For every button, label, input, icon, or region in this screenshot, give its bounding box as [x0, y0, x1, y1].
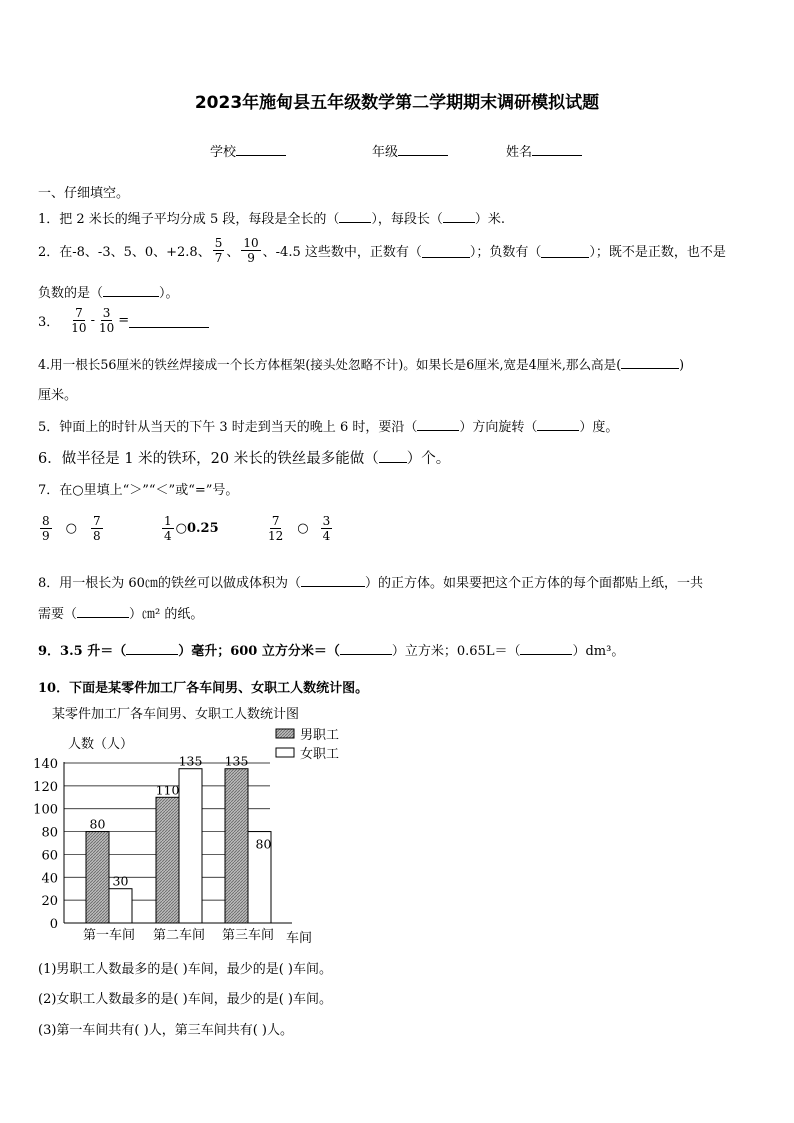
q1-text-a: 1．把 2 米长的绳子平均分成 5 段，每段是全长的（ — [38, 212, 340, 227]
fraction: $\frac{1}{4}$ — [164, 514, 172, 543]
q7-p2-value: 0.25 — [186, 521, 219, 536]
question-8 — [38, 572, 703, 591]
compare-circle[interactable]: ○ — [175, 521, 187, 536]
name-label: 姓名 — [506, 145, 533, 160]
q2-text-b: 、-4.5 这些数中，正数有（ — [262, 245, 422, 260]
q8-text-d: ）㎝² 的纸。 — [129, 607, 204, 622]
question-8-cont — [38, 603, 203, 622]
page-title: 2023年施甸县五年级数学第二学期期末调研模拟试题 — [194, 93, 600, 113]
fraction: $\frac{8}{9}$ — [42, 514, 50, 543]
q7-pair-1 — [38, 514, 105, 543]
school-field — [210, 141, 286, 160]
fraction: $\frac{3}{10}$ — [98, 306, 115, 335]
question-10: 10．下面是某零件加工厂各车间男、女职工人数统计图。 — [38, 681, 369, 696]
bar-value-label: 80 — [89, 816, 106, 832]
section-heading: 一、仔细填空。 — [38, 186, 130, 201]
y-tick-label: 40 — [41, 871, 58, 887]
q3-number: 3． — [38, 315, 60, 330]
q6-text-b: ）个。 — [406, 451, 451, 467]
q9-text-a: 9．3.5 升＝（ — [38, 644, 127, 659]
q6-text-a: 6．做半径是 1 米的铁环，20 米长的铁丝最多能做（ — [38, 451, 379, 467]
y-tick-label: 0 — [49, 917, 58, 932]
q3-equals: = — [118, 313, 130, 328]
y-tick-label: 140 — [33, 757, 58, 772]
x-tick-label: 第一车间 — [82, 928, 136, 943]
q10-sub-1: (1)男职工人数最多的是( )车间，最少的是( )车间。 — [38, 962, 332, 977]
q3-minus: - — [90, 313, 95, 328]
q10-sub-3: (3)第一车间共有( )人，第三车间共有( )人。 — [38, 1023, 293, 1038]
q1-text-b: ），每段长（ — [371, 212, 443, 227]
compare-circle[interactable]: ○ — [297, 521, 309, 536]
question-3 — [38, 306, 209, 335]
question-9 — [38, 640, 624, 659]
q2-text-c: ）；负数有（ — [469, 245, 542, 260]
grade-label: 年级 — [372, 145, 399, 160]
x-tick-label: 第三车间 — [221, 928, 275, 943]
bar-value-label: 110 — [155, 782, 180, 798]
legend-swatch — [276, 729, 294, 738]
q8-text-a: 8．用一根长为 60㎝的铁丝可以做成体积为（ — [38, 576, 301, 591]
y-tick-label: 120 — [33, 779, 58, 795]
fraction: $\frac{3}{4}$ — [322, 514, 331, 543]
legend-label: 男职工 — [300, 728, 340, 743]
q9-text-d: ）dm³。 — [572, 644, 625, 659]
question-4-cont: 厘米。 — [38, 388, 78, 403]
bar-male-1 — [86, 832, 109, 923]
question-7: 7．在○里填上“＞”“＜”或“=”号。 — [38, 483, 239, 498]
bar-female-2 — [179, 769, 202, 923]
q9-text-b: ）毫升；600 立方分米＝（ — [178, 644, 340, 659]
question-1 — [38, 208, 505, 227]
q4-text-a: 4.用一根长56厘米的铁丝焊接成一个长方体框架(接头处忽略不计)。如果长是6厘米,宽是4厘米,那么高是( — [38, 357, 622, 372]
name-field — [506, 141, 582, 160]
legend-swatch — [276, 748, 294, 757]
q7-pair-3 — [264, 514, 334, 543]
fraction: $\frac{7}{10}$ — [71, 306, 87, 335]
bar-male-2 — [156, 797, 179, 923]
school-label: 学校 — [210, 145, 237, 160]
bar-value-label: 30 — [112, 873, 129, 889]
bar-value-label: 80 — [255, 836, 272, 852]
q2-text-a: 2．在-8、-3、5、0、+2.8、 — [38, 245, 211, 260]
compare-circle[interactable]: ○ — [65, 521, 77, 536]
q5-text-a: 5．钟面上的时针从当天的下午 3 时走到当天的晚上 6 时，要沿（ — [38, 420, 418, 435]
question-5 — [38, 416, 618, 435]
question-2-cont — [38, 282, 179, 301]
x-tick-label: 第二车间 — [152, 928, 206, 943]
chart-xlabel: 车间 — [286, 931, 313, 946]
bar-male-3 — [225, 769, 248, 923]
question-6 — [38, 447, 450, 468]
question-4 — [38, 354, 684, 373]
fraction: $\frac{10}{9}$ — [243, 236, 259, 265]
legend-label: 女职工 — [300, 747, 340, 762]
y-tick-label: 100 — [33, 802, 58, 818]
q2-separator: 、 — [226, 245, 240, 260]
bar-value-label: 135 — [224, 753, 249, 769]
bar-female-1 — [109, 889, 132, 923]
bar-value-label: 135 — [178, 753, 203, 769]
q4-text-b: ) — [679, 357, 685, 372]
q10-sub-2: (2)女职工人数最多的是( )车间，最少的是( )车间。 — [38, 992, 332, 1007]
q2-text-e: 负数的是（ — [38, 286, 104, 301]
y-tick-label: 80 — [41, 825, 58, 841]
y-tick-label: 20 — [41, 894, 58, 910]
q9-text-c: ）立方米；0.65L＝（ — [391, 644, 521, 659]
fraction: $\frac{7}{12}$ — [268, 514, 284, 543]
q1-text-c: ）米. — [474, 212, 505, 227]
q2-text-f: ）。 — [159, 286, 179, 301]
fraction: $\frac{7}{8}$ — [92, 514, 101, 543]
chart-title: 某零件加工厂各车间男、女职工人数统计图 — [52, 707, 300, 722]
y-tick-label: 60 — [41, 848, 58, 864]
q8-text-c: 需要（ — [38, 607, 78, 622]
q5-text-b: ）方向旋转（ — [459, 420, 538, 435]
chart-ylabel: 人数（人） — [68, 737, 134, 752]
q2-text-d: ）；既不是正数，也不是 — [589, 245, 726, 260]
q8-text-b: ）的正方体。如果要把这个正方体的每个面都贴上纸，一共 — [364, 576, 703, 591]
grade-field — [372, 141, 448, 160]
bar-chart — [30, 700, 360, 950]
question-2 — [38, 236, 726, 265]
q7-pair-2 — [160, 514, 219, 543]
fraction: $\frac{5}{7}$ — [214, 236, 223, 265]
q5-text-c: ）度。 — [579, 420, 619, 435]
